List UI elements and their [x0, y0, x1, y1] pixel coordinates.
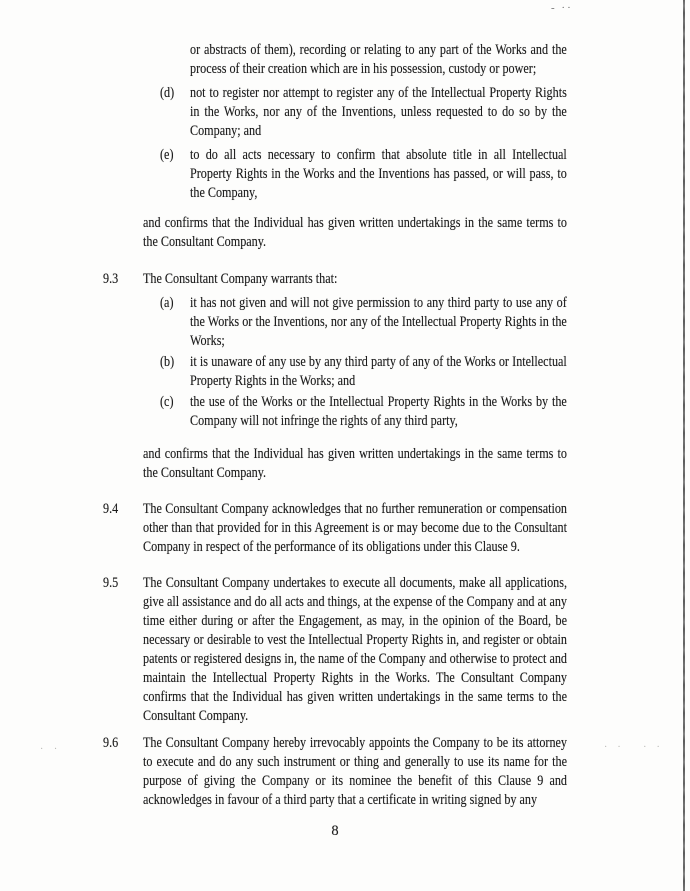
- scan-speckle-right: ·· ··: [604, 742, 670, 753]
- list-item-a: [160, 293, 567, 350]
- list-item-label: (b): [160, 353, 175, 370]
- clause-closing-paragraph: [143, 213, 567, 251]
- clause-number: 9.4: [103, 500, 119, 517]
- list-item-text: the use of the Works or the Intellectual Property Rights in the Works by the Company will not infringe the rights of any third party,: [190, 393, 567, 429]
- clause-9-6: [103, 733, 567, 809]
- clause-continuation-text: or abstracts of them), recording or relating to any part of the Works and the process of their creation which are in his possession, custody or power;: [190, 41, 567, 77]
- list-item-e: [160, 145, 567, 202]
- clause-text: The Consultant Company acknowledges that no further remuneration or compensation other than that provided for in this Agreement is or may become due to the Consultant Company in respect of the performance of its obligations under this Clause 9.: [143, 500, 567, 555]
- clause-text: The Consultant Company warrants that:: [143, 270, 338, 287]
- clause-text: The Consultant Company hereby irrevocably appoints the Company to be its attorney to execute and do any such instrument or thing and generally to use its name for the purpose of giving the Company or its nominee the benefit of this Clause 9 and acknowledges in favour of a third party that a certificate in writing signed by any: [143, 734, 567, 808]
- list-item-d: [160, 83, 567, 140]
- list-item-b: [160, 352, 567, 390]
- scan-speckle-left: · ·: [40, 744, 62, 755]
- clause-closing-text: and confirms that the Individual has given written undertakings in the same terms to the Consultant Company.: [143, 445, 567, 481]
- clause-9-3: [103, 269, 567, 288]
- clause-closing-paragraph: [143, 444, 567, 482]
- clause-9-5: [103, 573, 567, 725]
- clause-number: 9.6: [103, 734, 119, 751]
- scan-speckle-top-right: - ··: [551, 2, 573, 14]
- page-number: 8: [331, 823, 339, 839]
- list-item-text: it is unaware of any use by any third party of any of the Works or Intellectual Property Rights in the Works; and: [190, 353, 567, 389]
- clause-text: The Consultant Company undertakes to execute all documents, make all applications, give all assistance and do all acts and things, at the expense of the Company and at any time either during or after the Engagement, as may, in the opinion of the Board, be necessary or desirable to vest the Intellectual Property Rights in, and register or obtain patents or registered designs in, the name of the Company and otherwise to protect and maintain the Intellectual Property Rights in the Works. The Consultant Company confirms that the Individual has given written undertakings in the same terms to the Consultant Company.: [143, 574, 567, 724]
- clause-continuation-paragraph: [190, 40, 567, 78]
- list-item-label: (c): [160, 393, 174, 410]
- clause-number: 9.3: [103, 270, 119, 287]
- scan-artifact-line: [683, 0, 685, 891]
- list-item-label: (e): [160, 146, 174, 163]
- clause-9-4: [103, 499, 567, 556]
- list-item-text: to do all acts necessary to confirm that absolute title in all Intellectual Property Rights in the Works and the Inventions has passed, or will pass, to the Company,: [190, 146, 567, 201]
- list-item-text: not to register nor attempt to register any of the Intellectual Property Rights in the Works, nor any of the Inventions, unless requested to do so by the Company; and: [190, 84, 567, 139]
- document-page-content: [103, 40, 567, 841]
- list-item-label: (a): [160, 294, 174, 311]
- clause-closing-text: and confirms that the Individual has given written undertakings in the same terms to the Consultant Company.: [143, 214, 567, 250]
- clause-number: 9.5: [103, 574, 119, 591]
- list-item-label: (d): [160, 84, 175, 101]
- list-item-text: it has not given and will not give permission to any third party to use any of the Works or the Inventions, nor any of the Intellectual Property Rights in the Works;: [190, 294, 567, 349]
- list-item-c: [160, 392, 567, 430]
